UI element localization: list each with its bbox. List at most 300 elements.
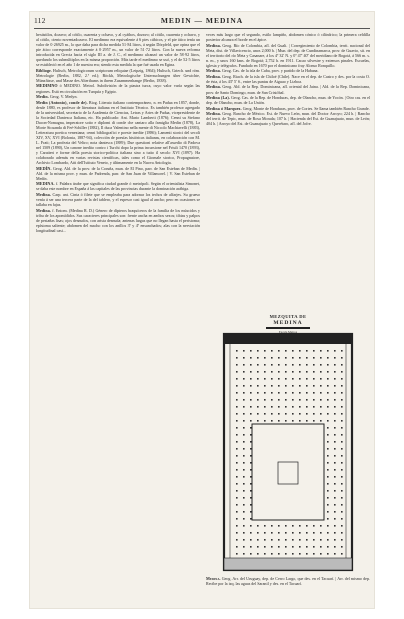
plan-column — [285, 371, 287, 373]
plan-column — [264, 406, 266, 408]
plan-column — [250, 413, 252, 415]
plan-column — [278, 399, 280, 401]
plan-column — [236, 483, 238, 485]
plan-column — [250, 546, 252, 548]
plan-column — [264, 413, 266, 415]
plan-column — [243, 497, 245, 499]
plan-column — [257, 392, 259, 394]
entry-headword: Medina. — [206, 111, 221, 117]
plan-column — [243, 532, 245, 534]
entry-headword: Medina (La). — [206, 95, 230, 101]
plan-column — [341, 469, 343, 471]
plan-column — [236, 413, 238, 415]
plan-column — [257, 420, 259, 422]
caption-headword: Medina. — [206, 576, 221, 581]
plan-column — [313, 357, 315, 359]
plan-column — [250, 441, 252, 443]
plan-column — [327, 469, 329, 471]
caption-text: Geog. Arr. del Uruguay, dep. de Cerro Largo, que des. en el Tacuarí. | Arr. del mismo dep. Recibe por la izq. las aguas del Saranil y des. en el Tacuarí. — [206, 576, 370, 587]
plan-column — [320, 371, 322, 373]
plan-column — [236, 553, 238, 555]
entry-headword: MEDINA. — [36, 181, 55, 187]
plan-column — [271, 385, 273, 387]
plan-column — [243, 462, 245, 464]
plan-column — [327, 399, 329, 401]
plan-column — [327, 434, 329, 436]
plan-column — [278, 525, 280, 527]
plan-column — [334, 546, 336, 548]
plan-column — [327, 385, 329, 387]
plan-column — [334, 399, 336, 401]
entry-text: Geog. Río de Colombia, afl. del Guali. | Corregimiento de Colombia, territ. nacional del Meta, dist. de Villavicencio, unos 2,000 h. | Mun. del dep. de Cundinamarca, prov. de Guavio, sit. en el territorio del río Meta y Casanare, á los 4º 32' N. y 0º 47' 40'' del meridiano de Bogotá, á 566 m. s. n. m., y unos 160 kms. de Bogotá; 2,752 h. en 1911. Cacao silvestre y extensos pinales. Escuelas, iglesia y telégrafos. Fundado en 1670 por el dominicano fray Alonso Ronquillo. — [206, 42, 370, 68]
plan-column — [292, 385, 294, 387]
plan-column — [320, 525, 322, 527]
entry-text: ó MEDINO. Metrol. Subdivisión de la piastra turca, cuyo valor varía según las regiones. Está en circulación en Turquía y Egipto. — [36, 83, 200, 94]
plan-column — [250, 427, 252, 429]
figure-caption — [206, 576, 370, 586]
plan-column — [243, 441, 245, 443]
plan-column — [299, 532, 301, 534]
right-column — [206, 32, 370, 127]
dictionary-entry — [206, 43, 370, 68]
plan-column — [285, 420, 287, 422]
plan-column — [341, 378, 343, 380]
plan-column — [257, 553, 259, 555]
plan-column — [257, 385, 259, 387]
plan-column — [250, 553, 252, 555]
left-column — [36, 32, 200, 233]
plan-column — [334, 350, 336, 352]
plan-column — [257, 378, 259, 380]
plan-column — [278, 553, 280, 555]
scale-label: Escala Metros — [278, 329, 298, 334]
plan-column — [250, 476, 252, 478]
plan-column — [334, 462, 336, 464]
plan-column — [341, 504, 343, 506]
plan-column — [264, 385, 266, 387]
plan-column — [278, 539, 280, 541]
plan-column — [243, 434, 245, 436]
entry-headword: Medin (Antonio), conde de). — [36, 99, 88, 105]
plan-column — [306, 406, 308, 408]
dictionary-page — [30, 12, 374, 608]
dictionary-entry — [206, 32, 370, 42]
plan-column — [236, 518, 238, 520]
plan-column — [341, 399, 343, 401]
plan-column — [236, 504, 238, 506]
plan-column — [264, 357, 266, 359]
plan-column — [292, 357, 294, 359]
plan-south-band — [224, 558, 352, 570]
entry-text: Hultsch, Metrologicorum scriptorum reliquiae (Leipzig, 1864); Hultsch, Griech. und röm. Metrologie (Berlin, 1882, 2.ª ed.); Böckh, Metrologische Untersuchungen über Gewichte, Münzfüsse, und Masse des Alterthums in ihrem Zusammenhange (Berlin, 1838). — [36, 67, 200, 83]
plan-column — [250, 532, 252, 534]
plan-column — [334, 371, 336, 373]
plan-column — [334, 441, 336, 443]
dictionary-entry — [36, 68, 200, 83]
plan-column — [285, 385, 287, 387]
plan-column — [327, 539, 329, 541]
entry-text: f. Entom. (Medina R. D.) Género de dípteros braquíceros de la familia de los múscidos y tribu de los apomídidos. Sus caracteres principales son: frente ancha en ambos sexos; tibias y palpos de pestañas lisas; ojos desnudos, con arista desnuda; antenas largas que no llegan hasta el peristoma; epístoma saliente; abdomen del macho con los anillos 3º y 4º ensanchados; alas con la nerviación longitudinal casi... — [36, 207, 200, 233]
plan-column — [306, 364, 308, 366]
plan-column — [327, 357, 329, 359]
plan-column — [320, 420, 322, 422]
plan-column — [334, 504, 336, 506]
plan-column — [320, 532, 322, 534]
plan-column — [334, 392, 336, 394]
plan-column — [271, 420, 273, 422]
plan-column — [341, 357, 343, 359]
plan-column — [236, 441, 238, 443]
plan-column — [334, 476, 336, 478]
plan-column — [257, 357, 259, 359]
plan-column — [320, 413, 322, 415]
plan-column — [306, 532, 308, 534]
plan-column — [292, 378, 294, 380]
plan-column — [236, 406, 238, 408]
plan-column — [271, 546, 273, 548]
plan-column — [299, 399, 301, 401]
plan-column — [264, 392, 266, 394]
plan-column — [320, 553, 322, 555]
plan-column — [334, 357, 336, 359]
plan-column — [250, 511, 252, 513]
plan-column — [271, 399, 273, 401]
plan-column — [334, 553, 336, 555]
plan-column — [299, 392, 301, 394]
plan-column — [250, 385, 252, 387]
plan-column — [243, 469, 245, 471]
plan-column — [299, 364, 301, 366]
plan-column — [313, 350, 315, 352]
plan-column — [341, 518, 343, 520]
plan-column — [313, 420, 315, 422]
plan-column — [271, 371, 273, 373]
plan-column — [341, 420, 343, 422]
plan-column — [271, 406, 273, 408]
plan-column — [243, 455, 245, 457]
plan-column — [341, 462, 343, 464]
plan-column — [292, 539, 294, 541]
plan-column — [250, 392, 252, 394]
plan-column — [292, 413, 294, 415]
plan-column — [299, 539, 301, 541]
plan-column — [271, 553, 273, 555]
plan-column — [264, 525, 266, 527]
plan-column — [236, 357, 238, 359]
plan-column — [292, 364, 294, 366]
plan-column — [299, 350, 301, 352]
plan-column — [327, 553, 329, 555]
plan-column — [292, 553, 294, 555]
plan-column — [264, 553, 266, 555]
entry-headword: MEDÍN. — [36, 165, 52, 171]
plan-column — [292, 420, 294, 422]
plan-column — [236, 462, 238, 464]
plan-column — [285, 378, 287, 380]
plan-column — [257, 406, 259, 408]
plan-column — [334, 525, 336, 527]
plan-column — [257, 371, 259, 373]
entry-headword: Medina ó Marquez. — [206, 105, 242, 111]
entry-text: Geog. Riach. de la isla de Chiloé (Chile). Nace en el dep. de Castro y des. por la costa O. de ésta, á los 43º 5' S., entre las puntas de Aiguao y Lizboa. — [206, 73, 370, 84]
dictionary-entry — [36, 83, 200, 93]
dictionary-entry — [36, 166, 200, 181]
page-number: 112 — [34, 16, 46, 25]
plan-column — [236, 378, 238, 380]
plan-column — [313, 406, 315, 408]
plan-column — [327, 455, 329, 457]
plan-column — [341, 497, 343, 499]
map-title-line2: MEDINA — [273, 320, 303, 326]
plan-column — [313, 385, 315, 387]
plan-column — [306, 399, 308, 401]
plan-column — [264, 420, 266, 422]
entry-text: veces más largo que el segundo, estilo lampiño, abdomen cónico ó cilíndrico; la primera celdilla posterior alcanza el borde en el ápice. — [206, 32, 370, 43]
plan-column — [299, 385, 301, 387]
plan-column — [341, 441, 343, 443]
plan-column — [334, 532, 336, 534]
plan-column — [250, 434, 252, 436]
entry-text: Geog. Rancho de México. Est. de Nuevo León, mun. del Doctor Arroyo; 224 h. | Rancho del territ. de Tepic, mun. de Rosa Morada; 107 h. | Hacienda del Est. de Guanajuato, mun. de León; 404 h. | Arroyo del Est. de Guanajuato y Querétaro, afl. del Jofre. — [206, 111, 370, 127]
plan-column — [306, 392, 308, 394]
plan-column — [334, 483, 336, 485]
plan-column — [250, 469, 252, 471]
map-title-line1: MEZQUITA DE — [269, 314, 307, 319]
plan-column — [306, 420, 308, 422]
plan-column — [313, 392, 315, 394]
running-title: MEDIN — MEDINA — [160, 16, 244, 25]
plan-column — [257, 399, 259, 401]
plan-column — [250, 420, 252, 422]
plan-column — [285, 392, 287, 394]
plan-column — [243, 546, 245, 548]
plan-column — [341, 490, 343, 492]
plan-column — [327, 525, 329, 527]
plan-column — [236, 455, 238, 457]
plan-column — [313, 532, 315, 534]
plan-column — [341, 364, 343, 366]
plan-column — [250, 364, 252, 366]
mosque-plan-figure — [206, 312, 370, 574]
plan-column — [299, 357, 301, 359]
dictionary-entry — [206, 106, 370, 111]
plan-column — [243, 357, 245, 359]
plan-column — [285, 525, 287, 527]
plan-column — [243, 539, 245, 541]
plan-column — [341, 532, 343, 534]
plan-column — [250, 406, 252, 408]
plan-column — [327, 420, 329, 422]
plan-column — [334, 455, 336, 457]
plan-column — [299, 420, 301, 422]
entry-text: hexástilos, dozavo; al cótilo, cuarenta y ochavo, y al cyáthos, dozavo; al cótilo, cuarenta y ochavo, y al cótilo, ciento noventadozavo. El medimno era equivalente á 6 pies cúbicos, y el pie ático tenía un valor de 0·26925 m., lo que daba para dicha medida 51·84 litros, á según Dörpfeld, que opina que el pie ático corresponde exactamente á 0·2957 m., un valor de 51·72 litros. Con la nueva reforma introducida en Grecia hacia el siglo III a. de J. C., el medimno alcanzó un valor de 58·92 litros, quedando los submúltiplos en la misma proporción. Más tarde el medimno se usó, y el de 52·5 litros se estableció en el año 1 de nuestra era; siendo esta medida la que fué usada en Egina. — [36, 32, 200, 68]
plan-column — [306, 525, 308, 527]
plan-column — [334, 385, 336, 387]
plan-column — [320, 350, 322, 352]
plan-column — [327, 532, 329, 534]
entry-text: Geog. Monte de Honduras, prov. de Cortes. Se llama también Rancho Grande. — [241, 105, 370, 111]
plan-column — [327, 364, 329, 366]
plan-north-band — [224, 334, 352, 344]
plan-column — [306, 553, 308, 555]
dictionary-entry — [36, 100, 200, 166]
entry-headword: Medina. — [36, 191, 51, 197]
entry-text: Geog. Ald. de la prov. de la Coruña, mun. de El Pino, parr. de San Esteban de Medín. | Ald. de la misma prov. y mun. de Padrenda, parr. de San Juan de Villamorel. | V. San Esteban de Medín. — [36, 165, 200, 181]
plan-column — [257, 413, 259, 415]
plan-column — [243, 371, 245, 373]
plan-column — [264, 532, 266, 534]
plan-column — [243, 511, 245, 513]
plan-column — [306, 385, 308, 387]
plan-column — [264, 378, 266, 380]
entry-text: f. Palabra árabe que significa ciudad grande ó metrópoli. Según el orientalista Simonet, se daba este nombre en España á las capitales de las provincias durante la dominación arábiga. — [36, 181, 200, 192]
plan-column — [236, 497, 238, 499]
plan-column — [320, 406, 322, 408]
dictionary-entry — [206, 68, 370, 73]
plan-column — [306, 378, 308, 380]
plan-column — [334, 469, 336, 471]
plan-column — [236, 525, 238, 527]
plan-column — [264, 539, 266, 541]
plan-column — [236, 434, 238, 436]
plan-column — [236, 420, 238, 422]
plan-column — [327, 378, 329, 380]
plan-column — [341, 455, 343, 457]
plan-column — [285, 553, 287, 555]
plan-column — [285, 413, 287, 415]
plan-column — [236, 350, 238, 352]
plan-column — [243, 392, 245, 394]
plan-column — [341, 371, 343, 373]
plan-column — [236, 448, 238, 450]
plan-column — [341, 413, 343, 415]
entry-headword: Medin. — [36, 94, 49, 100]
plan-column — [264, 399, 266, 401]
plan-column — [313, 364, 315, 366]
dictionary-entry — [206, 74, 370, 84]
plan-column — [327, 490, 329, 492]
plan-column — [271, 350, 273, 352]
plan-column — [327, 483, 329, 485]
plan-column — [236, 532, 238, 534]
plan-column — [250, 371, 252, 373]
plan-column — [243, 483, 245, 485]
plan-column — [341, 546, 343, 548]
plan-column — [334, 406, 336, 408]
plan-column — [327, 511, 329, 513]
plan-column — [250, 539, 252, 541]
plan-column — [250, 357, 252, 359]
dictionary-entry — [36, 192, 200, 207]
plan-column — [334, 427, 336, 429]
map-scale-bar — [266, 327, 310, 334]
plan-column — [299, 413, 301, 415]
entry-text: Carp. ant. Cinta ó filete que se empleaba para adornar los techos de alfarjes. Su grueso venía á ser una tercera parte de la del tablero, y el espesor casi igual al ancho; pero en ocasiones se tallaba en fajas. — [36, 191, 200, 208]
plan-column — [271, 357, 273, 359]
plan-column — [243, 448, 245, 450]
plan-column — [236, 385, 238, 387]
plan-column — [306, 539, 308, 541]
plan-column — [257, 525, 259, 527]
plan-column — [271, 532, 273, 534]
plan-column — [320, 378, 322, 380]
plan-column — [341, 539, 343, 541]
plan-column — [313, 371, 315, 373]
dictionary-entry — [36, 94, 200, 99]
plan-column — [264, 364, 266, 366]
plan-column — [236, 546, 238, 548]
plan-column — [320, 364, 322, 366]
plan-courtyard — [252, 424, 324, 520]
plan-column — [243, 518, 245, 520]
plan-column — [264, 371, 266, 373]
plan-column — [243, 553, 245, 555]
plan-column — [285, 406, 287, 408]
plan-column — [250, 350, 252, 352]
plan-column — [327, 371, 329, 373]
plan-column — [334, 420, 336, 422]
plan-column — [285, 350, 287, 352]
plan-column — [299, 546, 301, 548]
plan-column — [292, 525, 294, 527]
plan-column — [257, 350, 259, 352]
plan-column — [313, 413, 315, 415]
plan-column — [243, 413, 245, 415]
plan-column — [243, 406, 245, 408]
plan-column — [313, 546, 315, 548]
plan-column — [292, 532, 294, 534]
plan-column — [334, 511, 336, 513]
plan-column — [320, 539, 322, 541]
plan-column — [334, 413, 336, 415]
plan-column — [306, 357, 308, 359]
plan-column — [243, 525, 245, 527]
plan-column — [236, 392, 238, 394]
header-rule — [34, 28, 370, 29]
plan-column — [327, 413, 329, 415]
plan-column — [327, 406, 329, 408]
entry-text: Geog. Ald. de la Rep. Dominicana, afl. oriental del Jaina. | Ald. de la Rep. Dominicana, prov. de Santo Domingo, mun. de San Cristóbal. — [206, 84, 370, 95]
entry-headword: Medina. — [206, 84, 221, 90]
plan-column — [327, 392, 329, 394]
plan-column — [271, 378, 273, 380]
plan-column — [334, 539, 336, 541]
plan-column — [334, 518, 336, 520]
plan-column — [292, 392, 294, 394]
plan-column — [313, 553, 315, 555]
plan-column — [257, 546, 259, 548]
plan-column — [285, 357, 287, 359]
entry-text: Geog. Cas. de la Rep. de Honduras, dep. de Olancho, mun. de Yocón. | Otro cas. en el dep. de Olancho, mun. de La Unión. — [206, 95, 370, 106]
plan-column — [341, 483, 343, 485]
plan-column — [327, 448, 329, 450]
plan-column — [327, 427, 329, 429]
plan-column — [313, 378, 315, 380]
plan-column — [243, 399, 245, 401]
plan-column — [334, 490, 336, 492]
dictionary-entry — [206, 84, 370, 94]
plan-column — [243, 385, 245, 387]
plan-column — [327, 476, 329, 478]
plan-column — [341, 427, 343, 429]
plan-column — [341, 553, 343, 555]
plan-column — [236, 371, 238, 373]
plan-column — [285, 399, 287, 401]
plan-column — [285, 539, 287, 541]
plan-column — [285, 364, 287, 366]
plan-column — [250, 378, 252, 380]
dictionary-entry — [36, 32, 200, 67]
